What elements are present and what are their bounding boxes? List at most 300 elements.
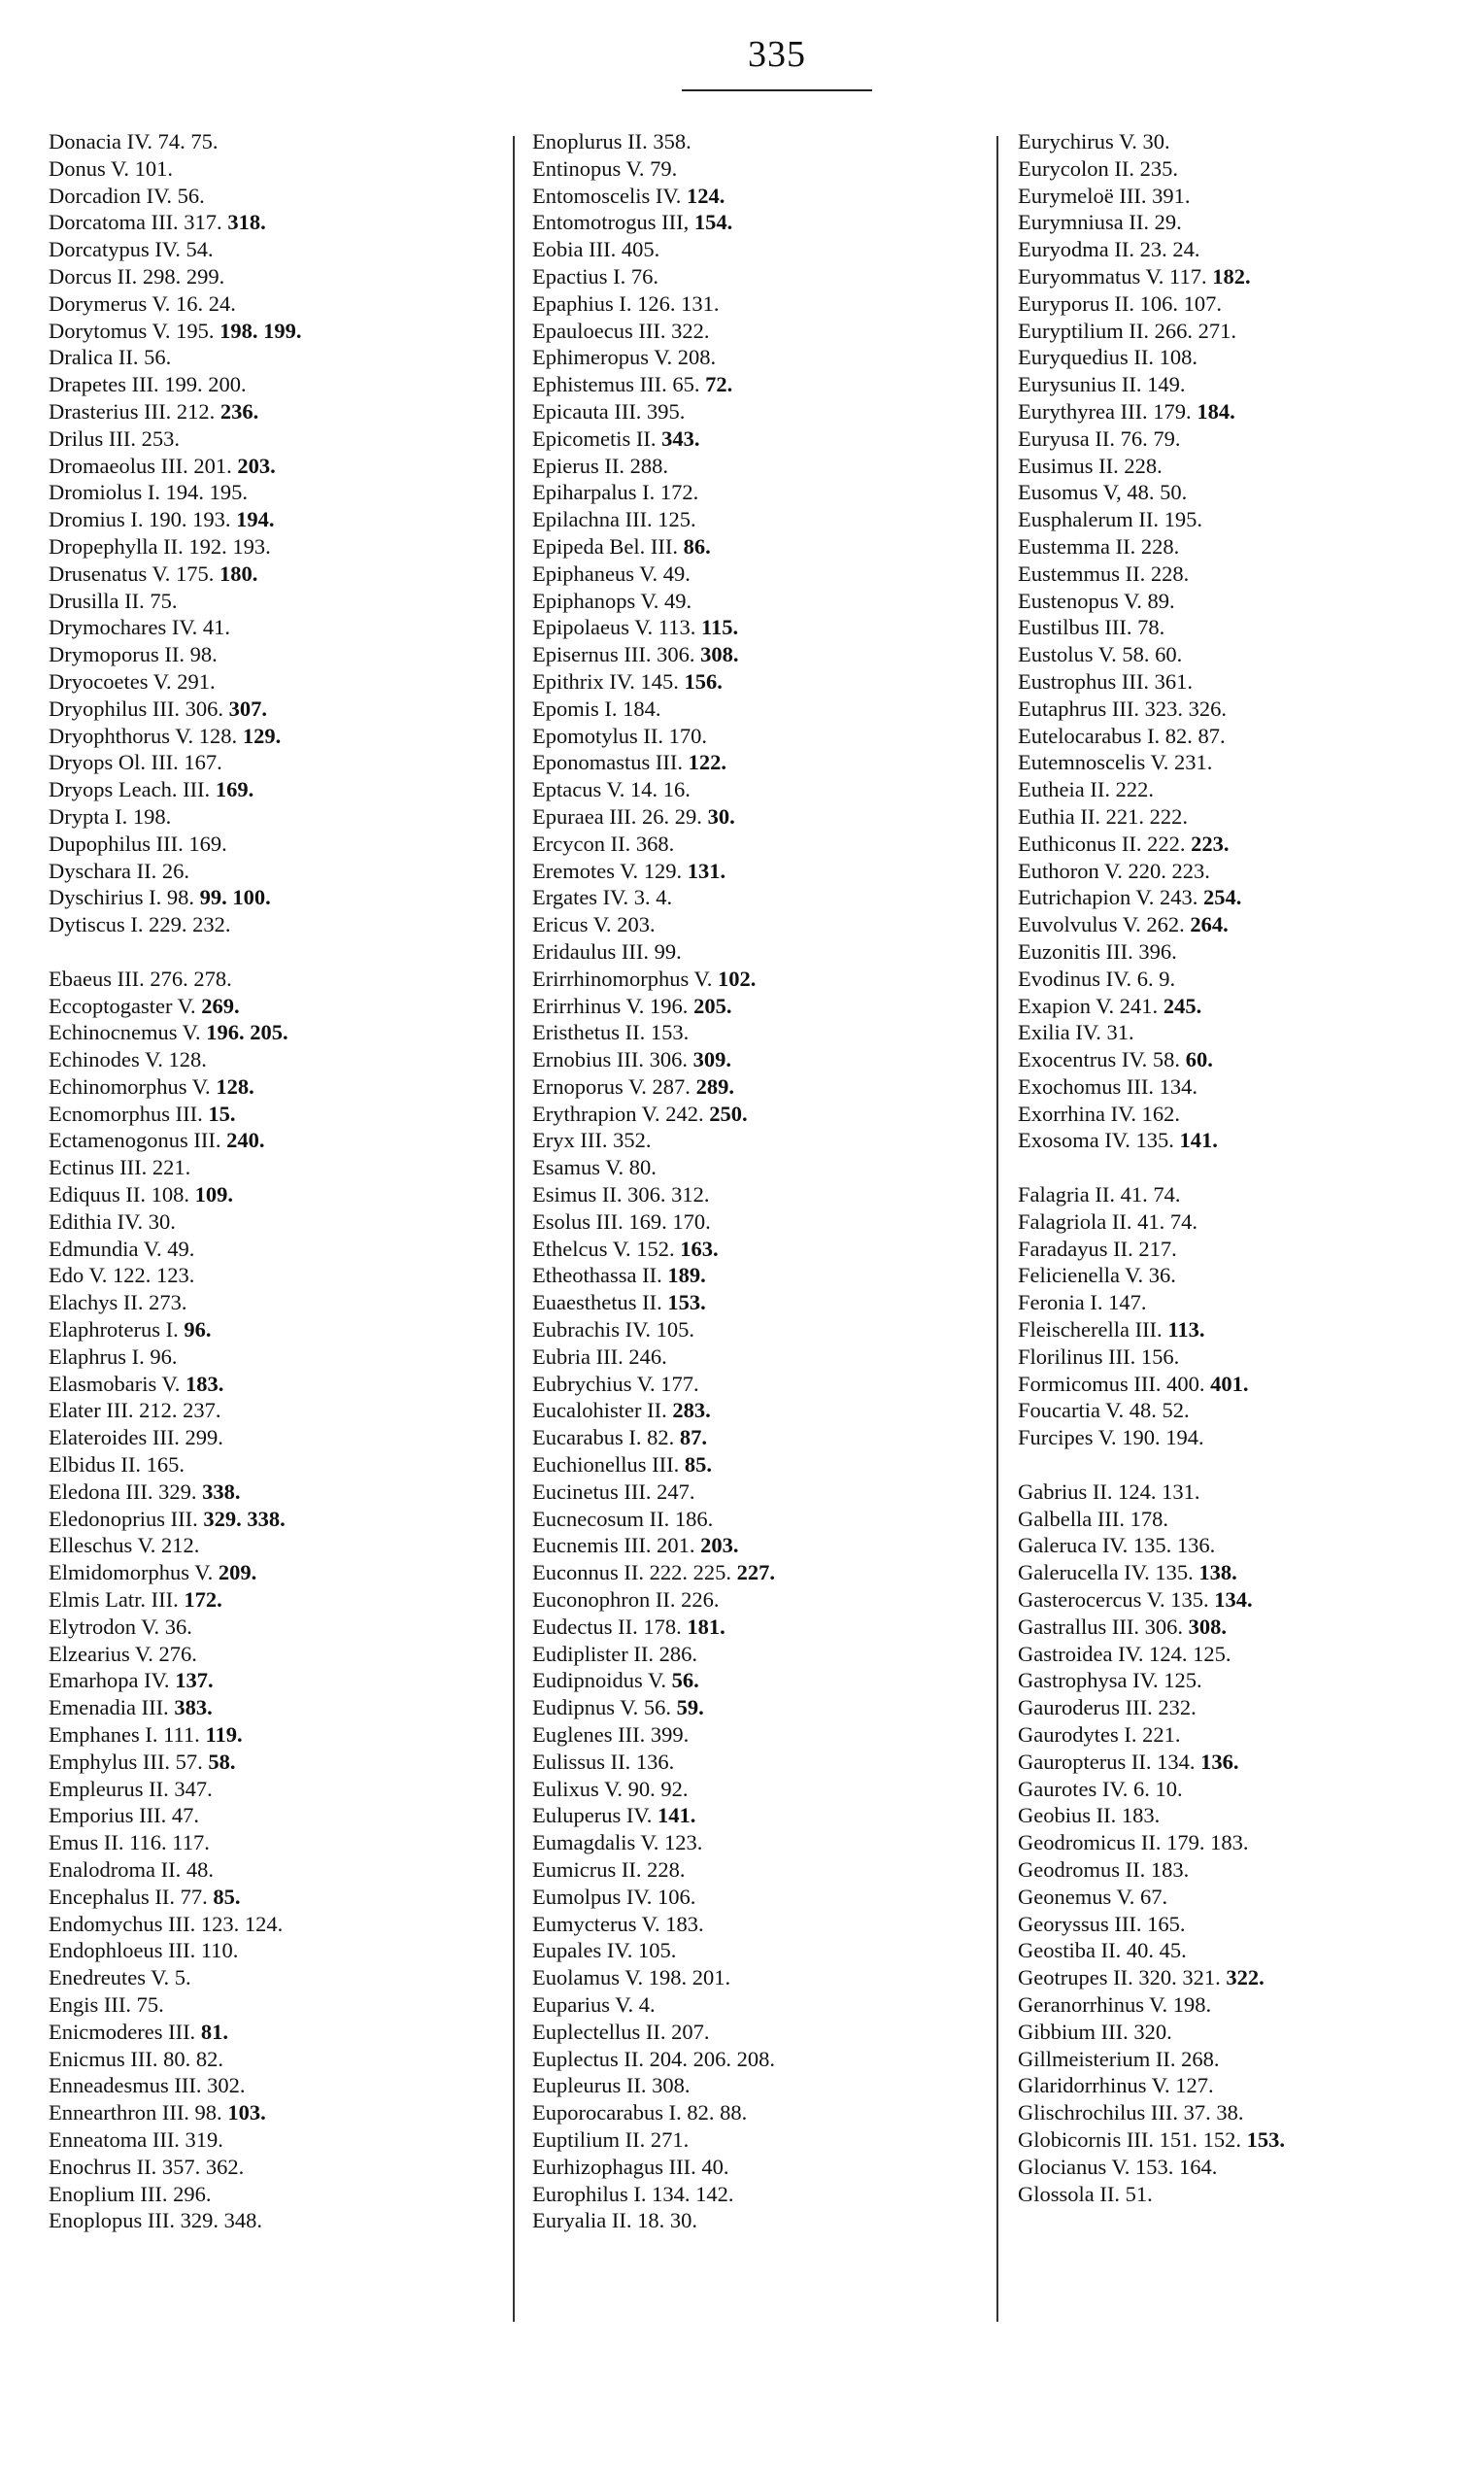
entry-text: Emphylus III. 57. bbox=[49, 1749, 203, 1774]
index-entry bbox=[532, 398, 979, 425]
index-entry bbox=[1018, 1479, 1465, 1506]
entry-text: Florilinus III. 156. bbox=[1018, 1343, 1180, 1369]
entry-text: Epauloecus III. 322. bbox=[532, 318, 710, 343]
index-entry bbox=[49, 1749, 495, 1776]
entry-text: Euryusa II. 76. 79. bbox=[1018, 425, 1181, 451]
index-entry bbox=[49, 128, 495, 155]
index-entry bbox=[1018, 1667, 1465, 1694]
index-entry bbox=[532, 1641, 979, 1668]
entry-text: Elleschus V. 212. bbox=[49, 1533, 200, 1558]
entry-text: Epipolaeus V. 113. bbox=[532, 615, 696, 640]
entry-page-bold: 269. bbox=[201, 993, 240, 1018]
index-entry bbox=[49, 1451, 495, 1479]
index-entry bbox=[1018, 2181, 1465, 2208]
entry-text: Eutheia II. 222. bbox=[1018, 777, 1154, 802]
index-entry bbox=[532, 1506, 979, 1533]
index-entry bbox=[1018, 588, 1465, 615]
index-entry bbox=[1018, 1829, 1465, 1856]
entry-text: Eudectus II. 178. bbox=[532, 1614, 682, 1639]
entry-text: Euluperus IV. bbox=[532, 1803, 653, 1828]
entry-text: Eucarabus I. 82. bbox=[532, 1425, 675, 1450]
index-entry bbox=[532, 371, 979, 398]
entry-text: Euptilium II. 271. bbox=[532, 2126, 690, 2152]
entry-page-bold: 181. bbox=[687, 1614, 725, 1639]
entry-text: Galbella III. 178. bbox=[1018, 1506, 1168, 1531]
entry-text: Eobia III. 405. bbox=[532, 237, 660, 262]
entry-text: Gasterocercus V. 135. bbox=[1018, 1587, 1209, 1613]
index-entry bbox=[1018, 2072, 1465, 2099]
index-entry bbox=[49, 1911, 495, 1938]
index-entry bbox=[1018, 1856, 1465, 1884]
index-entry bbox=[1018, 425, 1465, 453]
index-entry bbox=[49, 1694, 495, 1721]
entry-text: Euthia II. 221. 222. bbox=[1018, 803, 1188, 829]
index-entry bbox=[532, 209, 979, 236]
entry-page-bold: 85. bbox=[684, 1452, 712, 1478]
index-entry bbox=[49, 1208, 495, 1236]
index-entry bbox=[49, 1424, 495, 1451]
index-entry bbox=[49, 1721, 495, 1749]
index-entry bbox=[49, 1019, 495, 1046]
entry-text: Dorcus II. 298. 299. bbox=[49, 263, 225, 289]
entry-page-bold: 122. bbox=[688, 750, 726, 775]
index-entry bbox=[532, 1749, 979, 1776]
index-column-1 bbox=[49, 128, 495, 2234]
entry-text: Gibbium III. 320. bbox=[1018, 2019, 1172, 2044]
entry-text: Elachys II. 273. bbox=[49, 1290, 187, 1315]
index-entry bbox=[532, 993, 979, 1020]
entry-text: Geranorrhinus V. 198. bbox=[1018, 1991, 1212, 2017]
entry-text: Dralica II. 56. bbox=[49, 345, 172, 370]
entry-page-bold: 153. bbox=[667, 1290, 706, 1315]
entry-text: Euryquedius II. 108. bbox=[1018, 345, 1197, 370]
index-entry bbox=[532, 1181, 979, 1208]
entry-text: Entinopus V. 79. bbox=[532, 155, 678, 181]
entry-text: Epierus II. 288. bbox=[532, 453, 668, 478]
index-entry bbox=[532, 1019, 979, 1046]
entry-page-bold: 129. bbox=[242, 723, 282, 748]
index-entry bbox=[532, 588, 979, 615]
index-entry bbox=[1018, 209, 1465, 236]
index-entry bbox=[532, 2207, 979, 2234]
entry-page-bold: 141. bbox=[1179, 1128, 1218, 1153]
entry-text: Enicmus III. 80. 82. bbox=[49, 2046, 223, 2071]
index-entry bbox=[49, 533, 495, 561]
entry-text: Dorytomus V. 195. bbox=[49, 318, 215, 343]
index-entry bbox=[49, 2019, 495, 2046]
entry-text: Furcipes V. 190. 194. bbox=[1018, 1425, 1204, 1450]
entry-page-bold: 223. bbox=[1191, 831, 1230, 856]
index-entry bbox=[1018, 858, 1465, 885]
index-entry bbox=[532, 479, 979, 506]
index-entry bbox=[532, 723, 979, 750]
entry-page-bold: 401. bbox=[1210, 1371, 1249, 1396]
entry-text: Dryops Leach. III. bbox=[49, 777, 211, 802]
entry-page-bold: 307. bbox=[228, 696, 267, 721]
index-entry bbox=[1018, 1289, 1465, 1316]
entry-text: Eledonoprius III. bbox=[49, 1506, 198, 1531]
entry-page-bold: 209. bbox=[218, 1560, 257, 1585]
entry-text: Euplectus II. 204. 206. 208. bbox=[532, 2046, 775, 2071]
entry-text: Gaurotes IV. 6. 10. bbox=[1018, 1776, 1183, 1801]
index-entry bbox=[49, 749, 495, 776]
entry-text: Eustolus V. 58. 60. bbox=[1018, 642, 1183, 667]
entry-text: Echinodes V. 128. bbox=[49, 1047, 207, 1072]
index-entry bbox=[49, 1154, 495, 1181]
entry-text: Eumicrus II. 228. bbox=[532, 1857, 686, 1882]
index-entry bbox=[49, 1479, 495, 1506]
entry-page-bold: 99. 100. bbox=[199, 885, 271, 910]
entry-text: Elasmobaris V. bbox=[49, 1371, 181, 1396]
entry-page-bold: 308. bbox=[700, 642, 739, 667]
entry-text: Eupales IV. 105. bbox=[532, 1938, 677, 1963]
section-gap bbox=[1018, 1451, 1465, 1479]
entry-text: Ephimeropus V. 208. bbox=[532, 345, 717, 370]
entry-text: Drusenatus V. 175. bbox=[49, 561, 215, 586]
index-entry bbox=[49, 506, 495, 533]
entry-page-bold: 254. bbox=[1203, 885, 1242, 910]
index-entry bbox=[1018, 1424, 1465, 1451]
entry-text: Ebaeus III. 276. 278. bbox=[49, 966, 232, 991]
index-entry bbox=[1018, 803, 1465, 831]
index-entry bbox=[1018, 506, 1465, 533]
index-entry bbox=[49, 1991, 495, 2019]
entry-text: Ethelcus V. 152. bbox=[532, 1236, 675, 1261]
entry-text: Erirrhinus V. 196. bbox=[532, 993, 689, 1018]
entry-page-bold: 236. bbox=[219, 398, 259, 424]
index-entry bbox=[532, 1937, 979, 1964]
entry-text: Euolamus V. 198. 201. bbox=[532, 1965, 731, 1990]
index-entry bbox=[1018, 1343, 1465, 1371]
entry-text: Exochomus III. 134. bbox=[1018, 1073, 1197, 1099]
entry-page-bold: 85. bbox=[213, 1884, 241, 1909]
index-entry bbox=[1018, 1208, 1465, 1236]
entry-text: Eudiplister II. 286. bbox=[532, 1641, 697, 1666]
index-entry bbox=[532, 1424, 979, 1451]
index-entry bbox=[49, 1101, 495, 1128]
entry-text: Epilachna III. 125. bbox=[532, 507, 696, 532]
entry-text: Eurycolon II. 235. bbox=[1018, 155, 1178, 181]
entry-text: Dropephylla II. 192. 193. bbox=[49, 533, 271, 559]
index-entry bbox=[1018, 1181, 1465, 1208]
index-entry bbox=[1018, 2099, 1465, 2126]
index-entry bbox=[1018, 1019, 1465, 1046]
index-entry bbox=[1018, 749, 1465, 776]
entry-text: Elzearius V. 276. bbox=[49, 1641, 197, 1666]
index-entry bbox=[532, 696, 979, 723]
index-entry bbox=[49, 776, 495, 803]
entry-page-bold: 59. bbox=[676, 1695, 704, 1720]
index-entry bbox=[532, 776, 979, 803]
entry-text: Gastroidea IV. 124. 125. bbox=[1018, 1641, 1231, 1666]
index-entry bbox=[1018, 371, 1465, 398]
entry-text: Eubria III. 246. bbox=[532, 1343, 667, 1369]
entry-text: Entomotrogus III, bbox=[532, 210, 690, 235]
entry-page-bold: 96. bbox=[184, 1317, 212, 1343]
entry-text: Glaridorrhinus V. 127. bbox=[1018, 2073, 1214, 2098]
index-entry bbox=[49, 993, 495, 1020]
index-entry bbox=[1018, 1046, 1465, 1073]
index-entry bbox=[49, 1316, 495, 1343]
index-entry bbox=[1018, 1397, 1465, 1424]
entry-text: Ernobius III. 306. bbox=[532, 1047, 688, 1072]
index-entry bbox=[49, 668, 495, 696]
entry-text: Drusilla II. 75. bbox=[49, 588, 178, 613]
index-entry bbox=[532, 641, 979, 668]
entry-page-bold: 203. bbox=[700, 1533, 739, 1558]
entry-text: Eutrichapion V. 243. bbox=[1018, 885, 1198, 910]
entry-text: Euporocarabus I. 82. 88. bbox=[532, 2100, 748, 2125]
index-entry bbox=[1018, 1506, 1465, 1533]
entry-page-bold: 240. bbox=[226, 1128, 265, 1153]
entry-page-bold: 180. bbox=[219, 561, 258, 586]
index-entry bbox=[532, 1856, 979, 1884]
index-entry bbox=[532, 2099, 979, 2126]
index-entry bbox=[49, 1289, 495, 1316]
entry-text: Eryx III. 352. bbox=[532, 1128, 652, 1153]
entry-text: Donacia IV. 74. 75. bbox=[49, 129, 219, 153]
index-entry bbox=[532, 2126, 979, 2154]
entry-text: Glossola II. 51. bbox=[1018, 2181, 1153, 2206]
index-entry bbox=[532, 1802, 979, 1829]
entry-text: Eurymeloë III. 391. bbox=[1018, 183, 1191, 208]
index-entry bbox=[49, 425, 495, 453]
index-entry bbox=[1018, 1721, 1465, 1749]
index-entry bbox=[1018, 2154, 1465, 2181]
index-entry bbox=[1018, 561, 1465, 588]
entry-text: Epactius I. 76. bbox=[532, 263, 658, 289]
index-entry bbox=[1018, 641, 1465, 668]
index-entry bbox=[1018, 453, 1465, 480]
entry-page-bold: 154. bbox=[693, 210, 733, 235]
entry-text: Eumycterus V. 183. bbox=[532, 1911, 704, 1936]
entry-text: Eurythyrea III. 179. bbox=[1018, 398, 1192, 424]
index-entry bbox=[49, 1371, 495, 1398]
entry-text: Enalodroma II. 48. bbox=[49, 1857, 214, 1882]
entry-text: Galerucella IV. 135. bbox=[1018, 1560, 1194, 1585]
entry-page-bold: 102. bbox=[718, 966, 757, 991]
entry-page-bold: 81. bbox=[200, 2019, 228, 2044]
index-entry bbox=[49, 588, 495, 615]
entry-text: Enoplurus II. 358. bbox=[532, 129, 691, 153]
index-entry bbox=[49, 803, 495, 831]
entry-text: Ergates IV. 3. 4. bbox=[532, 885, 673, 910]
index-entry bbox=[532, 1316, 979, 1343]
entry-text: Emenadia III. bbox=[49, 1695, 169, 1720]
index-entry bbox=[532, 1479, 979, 1506]
entry-text: Eudipnus V. 56. bbox=[532, 1695, 671, 1720]
entry-text: Epiharpalus I. 172. bbox=[532, 480, 699, 505]
index-entry bbox=[49, 641, 495, 668]
entry-text: Dryophilus III. 306. bbox=[49, 696, 223, 721]
entry-text: Gauroderus III. 232. bbox=[1018, 1695, 1197, 1720]
entry-text: Euryommatus V. 117. bbox=[1018, 263, 1207, 289]
index-entry bbox=[532, 2154, 979, 2181]
entry-text: Empleurus II. 347. bbox=[49, 1776, 213, 1801]
entry-text: Gillmeisterium II. 268. bbox=[1018, 2046, 1220, 2071]
index-entry bbox=[49, 2099, 495, 2126]
index-entry bbox=[1018, 1559, 1465, 1586]
index-entry bbox=[532, 966, 979, 993]
column-divider bbox=[996, 136, 998, 2322]
entry-text: Dromiolus I. 194. 195. bbox=[49, 480, 248, 505]
entry-text: Glischrochilus III. 37. 38. bbox=[1018, 2100, 1244, 2125]
index-entry bbox=[1018, 776, 1465, 803]
index-entry bbox=[49, 1667, 495, 1694]
index-entry bbox=[49, 696, 495, 723]
entry-text: Epiphanops V. 49. bbox=[532, 588, 692, 613]
entry-text: Dytiscus I. 229. 232. bbox=[49, 912, 231, 937]
entry-page-bold: 309. bbox=[692, 1047, 731, 1072]
entry-text: Drypta I. 198. bbox=[49, 803, 172, 829]
entry-text: Dromius I. 190. 193. bbox=[49, 507, 231, 532]
entry-text: Eucinetus III. 247. bbox=[532, 1479, 695, 1504]
entry-text: Edithia IV. 30. bbox=[49, 1208, 176, 1234]
entry-text: Euvolvulus V. 262. bbox=[1018, 912, 1185, 937]
index-column-3 bbox=[1018, 128, 1465, 2207]
entry-text: Dorcatypus IV. 54. bbox=[49, 237, 214, 262]
entry-text: Epicauta III. 395. bbox=[532, 398, 686, 424]
entry-page-bold: 189. bbox=[667, 1263, 706, 1288]
entry-text: Euryporus II. 106. 107. bbox=[1018, 290, 1222, 316]
entry-text: Eustenopus V. 89. bbox=[1018, 588, 1175, 613]
entry-text: Engis III. 75. bbox=[49, 1991, 164, 2017]
index-entry bbox=[532, 2046, 979, 2073]
entry-page-bold: 103. bbox=[227, 2100, 266, 2125]
entry-text: Eucnecosum II. 186. bbox=[532, 1506, 714, 1531]
entry-text: Euthoron V. 220. 223. bbox=[1018, 858, 1210, 883]
index-entry bbox=[1018, 831, 1465, 858]
entry-text: Gabrius II. 124. 131. bbox=[1018, 1479, 1200, 1504]
index-entry bbox=[1018, 479, 1465, 506]
section-gap bbox=[49, 938, 495, 966]
index-entry bbox=[532, 938, 979, 966]
entry-text: Elater III. 212. 237. bbox=[49, 1398, 221, 1423]
index-entry bbox=[49, 966, 495, 993]
entry-page-bold: 289. bbox=[695, 1073, 734, 1099]
index-entry bbox=[532, 425, 979, 453]
index-entry bbox=[1018, 1127, 1465, 1154]
index-entry bbox=[1018, 938, 1465, 966]
entry-text: Gastrallus III. 306. bbox=[1018, 1614, 1183, 1639]
entry-text: Eusphalerum II. 195. bbox=[1018, 507, 1202, 532]
index-entry bbox=[532, 1046, 979, 1073]
entry-text: Ecnomorphus III. bbox=[49, 1101, 203, 1126]
index-entry bbox=[1018, 884, 1465, 911]
index-entry bbox=[1018, 1802, 1465, 1829]
entry-text: Etheothassa II. bbox=[532, 1263, 662, 1288]
index-entry bbox=[532, 1911, 979, 1938]
entry-text: Elytrodon V. 36. bbox=[49, 1614, 192, 1639]
entry-text: Enicmoderes III. bbox=[49, 2019, 196, 2044]
index-entry bbox=[1018, 290, 1465, 318]
index-entry bbox=[532, 236, 979, 263]
entry-text: Eucnemis III. 201. bbox=[532, 1533, 695, 1558]
entry-text: Eustrophus III. 361. bbox=[1018, 668, 1193, 694]
entry-page-bold: 184. bbox=[1197, 398, 1235, 424]
entry-text: Epithrix IV. 145. bbox=[532, 668, 679, 694]
entry-page-bold: 163. bbox=[680, 1236, 719, 1261]
entry-text: Enneadesmus III. 302. bbox=[49, 2073, 246, 2098]
index-entry bbox=[1018, 128, 1465, 155]
entry-text: Elmis Latr. III. bbox=[49, 1587, 179, 1613]
index-entry bbox=[49, 2072, 495, 2099]
index-entry bbox=[532, 1559, 979, 1586]
index-entry bbox=[532, 1371, 979, 1398]
entry-text: Globicornis III. 151. 152. bbox=[1018, 2126, 1241, 2152]
index-entry bbox=[1018, 911, 1465, 938]
entry-page-bold: 183. bbox=[186, 1371, 224, 1396]
entry-page-bold: 227. bbox=[736, 1560, 775, 1585]
index-entry bbox=[49, 479, 495, 506]
index-entry bbox=[49, 1343, 495, 1371]
index-entry bbox=[1018, 1694, 1465, 1721]
entry-text: Drilus III. 253. bbox=[49, 425, 180, 451]
entry-text: Eridaulus III. 99. bbox=[532, 938, 682, 964]
entry-text: Geodromicus II. 179. 183. bbox=[1018, 1830, 1249, 1855]
entry-text: Formicomus III. 400. bbox=[1018, 1371, 1205, 1396]
entry-text: Euconophron II. 226. bbox=[532, 1587, 720, 1613]
index-entry bbox=[532, 1289, 979, 1316]
entry-page-bold: 119. bbox=[205, 1722, 243, 1748]
index-entry bbox=[532, 1532, 979, 1559]
entry-text: Edmundia V. 49. bbox=[49, 1236, 195, 1261]
entry-text: Dryophthorus V. 128. bbox=[49, 723, 238, 748]
index-entry bbox=[49, 561, 495, 588]
entry-text: Eutemnoscelis V. 231. bbox=[1018, 750, 1213, 775]
entry-text: Elmidomorphus V. bbox=[49, 1560, 214, 1585]
entry-text: Dryops Ol. III. 167. bbox=[49, 750, 222, 775]
entry-page-bold: 113. bbox=[1167, 1317, 1205, 1343]
entry-text: Ercycon II. 368. bbox=[532, 831, 675, 856]
entry-page-bold: 60. bbox=[1185, 1047, 1213, 1072]
index-entry bbox=[532, 803, 979, 831]
entry-text: Eusomus V, 48. 50. bbox=[1018, 480, 1188, 505]
entry-text: Exocentrus IV. 58. bbox=[1018, 1047, 1181, 1072]
index-entry bbox=[49, 1506, 495, 1533]
entry-text: Epomis I. 184. bbox=[532, 696, 661, 721]
index-entry bbox=[1018, 1371, 1465, 1398]
entry-page-bold: 169. bbox=[215, 777, 254, 802]
entry-text: Esolus III. 169. 170. bbox=[532, 1208, 711, 1234]
entry-page-bold: 124. bbox=[686, 183, 725, 208]
entry-text: Eubrychius V. 177. bbox=[532, 1371, 699, 1396]
entry-text: Emus II. 116. 117. bbox=[49, 1830, 210, 1855]
entry-page-bold: 131. bbox=[687, 858, 726, 883]
entry-page-bold: 138. bbox=[1198, 1560, 1237, 1585]
entry-page-bold: 30. bbox=[707, 803, 735, 829]
index-entry bbox=[1018, 344, 1465, 371]
entry-page-bold: 115. bbox=[700, 615, 739, 640]
entry-page-bold: 343. bbox=[661, 425, 700, 451]
entry-text: Epuraea III. 26. 29. bbox=[532, 803, 702, 829]
index-entry bbox=[532, 128, 979, 155]
index-entry bbox=[1018, 993, 1465, 1020]
index-entry bbox=[49, 723, 495, 750]
entry-page-bold: 72. bbox=[705, 372, 733, 397]
entry-page-bold: 182. bbox=[1212, 263, 1251, 289]
entry-text: Gauropterus II. 134. bbox=[1018, 1749, 1196, 1774]
index-entry bbox=[49, 1181, 495, 1208]
index-entry bbox=[49, 344, 495, 371]
entry-text: Exapion V. 241. bbox=[1018, 993, 1159, 1018]
index-entry bbox=[532, 1236, 979, 1263]
entry-text: Enoplopus III. 329. 348. bbox=[49, 2208, 262, 2233]
entry-text: Erythrapion V. 242. bbox=[532, 1101, 704, 1126]
entry-text: Echinomorphus V. bbox=[49, 1073, 211, 1099]
index-entry bbox=[532, 1829, 979, 1856]
entry-text: Elbidus II. 165. bbox=[49, 1452, 185, 1478]
